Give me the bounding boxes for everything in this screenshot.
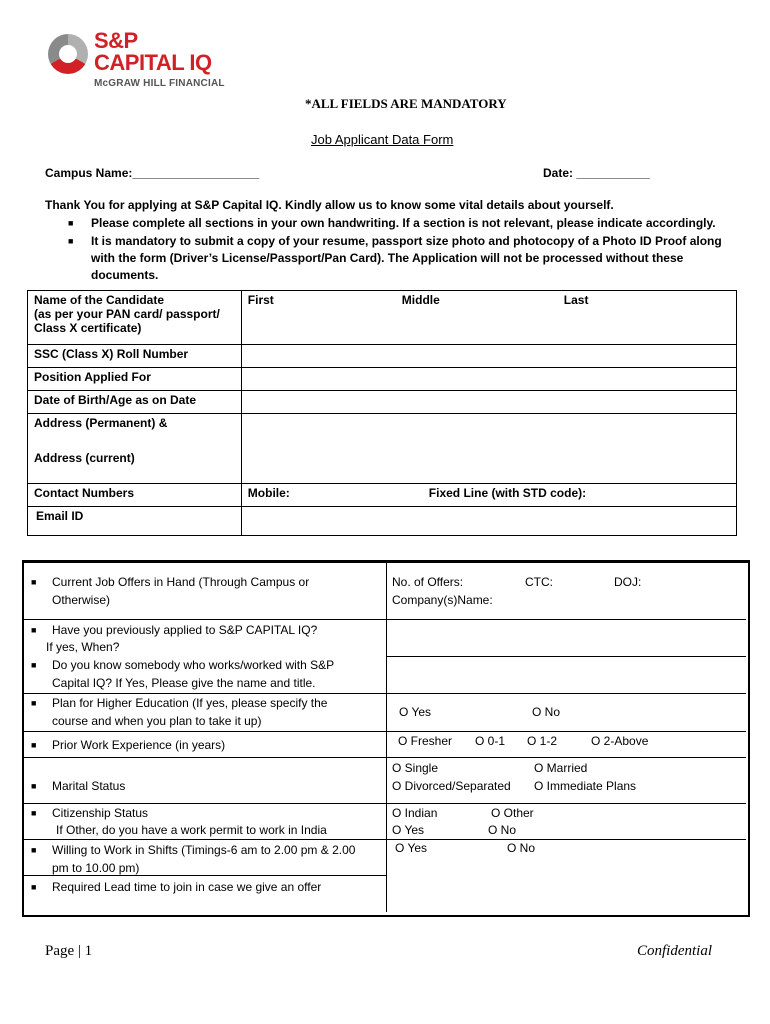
campus-name-field[interactable]: Campus Name:___________________	[45, 166, 260, 180]
confidential-label: Confidential	[637, 943, 712, 959]
dob-label: Date of Birth/Age as on Date	[28, 391, 242, 414]
name-input-cell[interactable]	[241, 291, 736, 345]
table-row	[28, 345, 737, 368]
form-title: Job Applicant Data Form	[311, 132, 454, 147]
intro-text: Thank You for applying at S&P Capital IQ. Kindly allow us to know some vital details about yourself.	[45, 198, 614, 212]
higher-education-no-radio[interactable]: O No	[532, 705, 561, 719]
company-name-label[interactable]: Company(s)Name:	[392, 593, 493, 607]
table-row	[28, 507, 737, 536]
lead-time-question: Required Lead time to join in case we give an offer	[52, 880, 322, 894]
address-label-cell	[28, 414, 242, 484]
work-permit-yes-radio[interactable]: O Yes	[392, 823, 425, 837]
bullet-icon: ■	[31, 882, 37, 892]
middle-name-label: Middle	[401, 293, 440, 307]
table-row	[28, 291, 737, 345]
offers-question-line-2: Otherwise)	[52, 593, 111, 607]
name-label-2: (as per your PAN card/ passport/	[34, 307, 220, 321]
first-name-label: First	[247, 293, 274, 307]
marital-single-radio[interactable]: O Single	[392, 761, 439, 775]
row-divider	[24, 875, 386, 876]
name-label-1: Name of the Candidate	[34, 293, 165, 307]
experience-0-1-radio[interactable]: O 0-1	[475, 734, 506, 748]
row-divider	[24, 731, 746, 732]
row-divider	[24, 757, 746, 758]
experience-question: Prior Work Experience (in years)	[52, 738, 226, 752]
citizenship-question: Citizenship Status	[52, 806, 149, 820]
bullet-icon: ■	[31, 577, 37, 587]
sp-capital-iq-logo	[48, 30, 233, 100]
shifts-no-radio[interactable]: O No	[507, 841, 536, 855]
logo-line-2: CAPITAL IQ	[94, 50, 212, 75]
experience-1-2-radio[interactable]: O 1-2	[527, 734, 558, 748]
experience-2-above-radio[interactable]: O 2-Above	[591, 734, 649, 748]
fixed-line-label: Fixed Line (with STD code):	[428, 486, 587, 500]
bullet-icon: ■	[68, 218, 74, 228]
ssc-input[interactable]	[241, 345, 736, 368]
table-row	[28, 368, 737, 391]
applied-when: If yes, When?	[46, 640, 120, 654]
table-row	[28, 391, 737, 414]
address-permanent-label: Address (Permanent) &	[34, 416, 168, 430]
address-input[interactable]	[241, 414, 736, 484]
know-answer-cell[interactable]	[387, 657, 746, 693]
row-divider	[24, 803, 746, 804]
shifts-question-line-2: pm to 10.00 pm)	[52, 861, 140, 875]
row-divider	[24, 693, 746, 694]
offers-count-label[interactable]: No. of Offers:	[392, 575, 464, 589]
table-row	[28, 484, 737, 507]
marital-immediate-plans-radio[interactable]: O Immediate Plans	[534, 779, 637, 793]
bullet-icon: ■	[31, 808, 37, 818]
marital-divorced-radio[interactable]: O Divorced/Separated	[392, 779, 511, 793]
higher-education-yes-radio[interactable]: O Yes	[399, 705, 432, 719]
experience-fresher-radio[interactable]: O Fresher	[398, 734, 453, 748]
know-question-line-1: Do you know somebody who works/worked with S&P	[52, 658, 335, 672]
bullet-icon: ■	[31, 781, 37, 791]
instruction-2-line-3: documents.	[91, 268, 159, 282]
higher-education-line-1: Plan for Higher Education (If yes, please specify the	[52, 696, 328, 710]
bullet-icon: ■	[31, 660, 37, 670]
bullet-icon: ■	[31, 698, 37, 708]
applied-answer-cell[interactable]	[387, 620, 746, 656]
name-label-3: Class X certificate)	[34, 321, 142, 335]
offers-question-line-1: Current Job Offers in Hand (Through Campus or	[52, 575, 310, 589]
page-number: Page | 1	[45, 943, 93, 959]
dob-input[interactable]	[241, 391, 736, 414]
shifts-yes-radio[interactable]: O Yes	[395, 841, 428, 855]
name-label-cell	[28, 291, 242, 345]
logo-swirl-icon	[48, 34, 88, 74]
doj-label[interactable]: DOJ:	[614, 575, 642, 589]
marital-status-question: Marital Status	[52, 779, 126, 793]
work-permit-no-radio[interactable]: O No	[488, 823, 517, 837]
address-current-label: Address (current)	[34, 451, 135, 465]
email-label: Email ID	[28, 507, 242, 536]
contact-label: Contact Numbers	[28, 484, 242, 507]
logo-line-1: S&P	[94, 28, 138, 53]
bullet-icon: ■	[31, 625, 37, 635]
contact-input-cell[interactable]	[241, 484, 736, 507]
ssc-label: SSC (Class X) Roll Number	[28, 345, 242, 368]
email-input[interactable]	[241, 507, 736, 536]
instruction-2-line-1: It is mandatory to submit a copy of your resume, passport size photo and photocopy of a Photo ID Proof along	[91, 234, 722, 248]
last-name-label: Last	[563, 293, 589, 307]
logo-line-3: McGRAW HILL FINANCIAL	[94, 78, 225, 89]
instruction-1: Please complete all sections in your own handwriting. If a section is not relevant, please indicate accordingly.	[91, 216, 716, 230]
candidate-details-table	[27, 290, 737, 536]
bullet-icon: ■	[68, 236, 74, 246]
position-label: Position Applied For	[28, 368, 242, 391]
applied-question: Have you previously applied to S&P CAPITAL IQ?	[52, 623, 318, 637]
citizenship-indian-radio[interactable]: O Indian	[392, 806, 438, 820]
citizenship-other-radio[interactable]: O Other	[491, 806, 534, 820]
know-question-line-2: Capital IQ? If Yes, Please give the name and title.	[52, 676, 316, 690]
work-permit-question: If Other, do you have a work permit to work in India	[56, 823, 327, 837]
bullet-icon: ■	[31, 740, 37, 750]
marital-married-radio[interactable]: O Married	[534, 761, 588, 775]
instruction-2-line-2: with the form (Driver’s License/Passport/Pan Card). The Application will not be processed without these	[91, 251, 684, 265]
position-input[interactable]	[241, 368, 736, 391]
ctc-label[interactable]: CTC:	[525, 575, 553, 589]
bullet-icon: ■	[31, 845, 37, 855]
shifts-question-line-1: Willing to Work in Shifts (Timings-6 am to 2.00 pm & 2.00	[52, 843, 356, 857]
table-row	[28, 414, 737, 484]
higher-education-line-2: course and when you plan to take it up)	[52, 714, 262, 728]
row-divider	[24, 839, 746, 840]
column-divider	[386, 562, 387, 912]
mobile-label: Mobile:	[247, 486, 290, 500]
mandatory-note: *ALL FIELDS ARE MANDATORY	[305, 96, 507, 111]
date-field[interactable]: Date: ___________	[543, 166, 650, 180]
